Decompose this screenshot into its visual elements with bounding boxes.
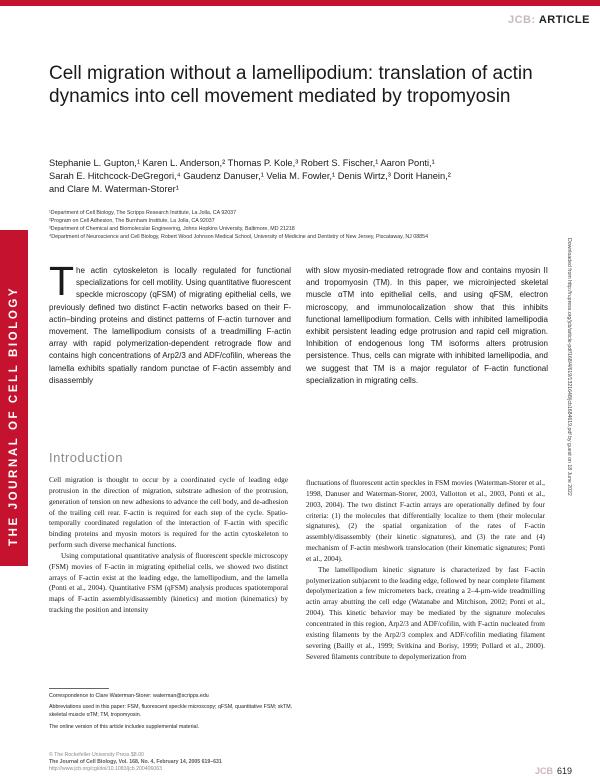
journal-abbrev: JCB:	[508, 14, 536, 26]
footnote-divider	[49, 688, 109, 689]
author-line: Sarah E. Hitchcock-DeGregori,⁴ Gaudenz Danuser,¹ Velia M. Fowler,¹ Denis Wirtz,³ Dorit Hanein,²	[49, 171, 451, 181]
affiliations	[49, 209, 549, 241]
abstract-right-column: with slow myosin-mediated retrograde flow and contains myosin II and tropomyosin (TM). In this paper, we microinjected skeletal muscle αTM into epithelial cells, and using qFSM, electron microscopy, and immunolocalization show that this inhibits functional lamellipodium formation. Cells with inhibited lamellipodia exhibit persistent leading edge protrusion and rapid cell migration. Inhibition of endogenous long TM isoforms alters protrusion persistence. Thus, cells can migrate with inhibited lamellipodia, and we suggest that TM is a major regulator of F-actin functional specialization in migrating cells.	[306, 266, 548, 385]
press-line: © The Rockefeller University Press $8.00	[49, 752, 144, 758]
section-heading: Introduction	[49, 450, 123, 465]
doi-link[interactable]: http://www.jcb.org/cgi/doi/10.1083/jcb.200406063	[49, 766, 163, 772]
paragraph: The lamellipodium kinetic signature is characterized by fast F-actin polymerization subjacent to the leading edge, followed by near complete filament depolymerization a few micrometers back, creating a 2–4-μm-wide treadmilling actin array abutting the cell edge (Watanabe and Mitchison, 2002; Ponti et al., 2004). This kinetic behavior may be mediated by the signature molecules concentrated in this region, Arp2/3 and ADF/cofilin, with F-actin nucleated from existing filaments by the Arp2/3 complex and ADF/cofilin mediating filament severing (Bailly et al., 1999; Svitkina and Borisy, 1999; Pollard et al., 2000). Severed filaments contribute to depolymerization from	[306, 564, 545, 661]
download-note: Downloaded from http://rupress.org/jcb/article-pdf/168/4/619/1321648/jcb1684619.pdf by guest on 18 June 2022	[566, 238, 572, 496]
citation-line: The Journal of Cell Biology, Vol. 168, No. 4, February 14, 2005 619–631	[49, 759, 222, 765]
page-number	[535, 766, 572, 776]
correspondence-note: Correspondence to Clare Waterman-Storer: waterman@scripps.edu	[49, 693, 209, 699]
article-type: ARTICLE	[538, 14, 590, 26]
page-journal-abbrev: JCB	[534, 766, 553, 776]
supplemental-note: The online version of this article includes supplemental material.	[49, 723, 200, 730]
abstract-left-column	[49, 258, 291, 387]
paragraph: fluctuations of fluorescent actin speckles in FSM movies (Waterman-Storer et al., 1998, Danuser and Waterman-Storer, 2003, Vallotton et al., 2003, Ponti et al., 2003, 2004). The two distinct F-actin arrays are operationally defined by four criteria: (1) the molecules that differentially localize to them (their molecular signatures), (2) the spatial organization of the rates of F-actin assembly/disassembly (their kinetic signatures), and (3) the rate and (4) mechanism of F-actin meshwork translocation (their kinematic signatures; Ponti et al., 2004).	[306, 478, 545, 563]
article-title: Cell migration without a lamellipodium: translation of actin dynamics into cell movement mediated by tropomyosin	[49, 63, 533, 107]
affiliation: ³Department of Chemical and Biomolecular Engineering, Johns Hopkins University, Baltimore, MD 21218	[49, 226, 295, 232]
abstract-text: he actin cytoskeleton is locally regulated for functional specializations for cell motility. Using quantitative fluorescent speckle microscopy (qFSM) of migrating epithelial cells, we previously defined two distinct F-actin networks based on their F-actin–binding proteins and distinct patterns of F-actin turnover and movement. The lamellipodium consists of a treadmilling F-actin array with rapid polymerization-dependent retrograde flow and contains high concentrations of Arp2/3 and ADF/cofilin, whereas the lamella exhibits spatially random punctae of F-actin assembly and disassembly	[49, 266, 291, 385]
author-line: Stephanie L. Gupton,¹ Karen L. Anderson,² Thomas P. Kole,³ Robert S. Fischer,¹ Aaron Ponti,¹	[49, 158, 435, 168]
abbreviations-note: Abbreviations used in this paper: FSM, fluorescent speckle microscopy; qFSM, quantitative FSM; skTM, skeletal muscle αTM; TM, tropomyosin.	[49, 704, 293, 719]
body-left-column	[49, 475, 288, 616]
top-accent-bar	[0, 0, 600, 6]
page-footer	[49, 752, 222, 773]
author-list	[49, 157, 519, 196]
journal-side-banner-text: THE JOURNAL OF CELL BIOLOGY	[8, 285, 20, 546]
affiliation: ²Program on Cell Adhesion, The Burnham Institute, La Jolla, CA 92037	[49, 218, 215, 224]
affiliation: ⁴Department of Neuroscience and Cell Biology, Robert Wood Johnson Medical School, University of Medicine and Dentistry of New Jersey, Piscataway, NJ 08854	[49, 234, 429, 240]
author-line: and Clare M. Waterman-Storer¹	[49, 184, 179, 194]
body-right-column	[306, 478, 545, 662]
affiliation: ¹Department of Cell Biology, The Scripps Research Institute, La Jolla, CA 92037	[49, 210, 237, 216]
abstract-drop-cap: T	[49, 258, 75, 304]
paragraph: Cell migration is thought to occur by a coordinated cycle of leading edge protrusion in the direction of migration, substrate adhesion of the protrusion, generation of tension on new adhesions to advance the cell body, and de-adhesion of the trailing cell rear. F-actin is required for each step of the cycle. Spatio-temporally coordinated regulation of the interaction of F-actin with specific binding proteins and myosin motors is required for the actin cytoskeleton to perform such diverse mechanical functions.	[49, 475, 288, 550]
page-number-value: 619	[556, 766, 572, 776]
journal-article-tag	[508, 14, 590, 26]
footnotes	[49, 692, 299, 734]
paragraph: Using computational quantitative analysis of fluorescent speckle microscopy (FSM) movies of F-actin in migrating epithelial cells, we showed two distinct arrays of F-actin exist at the leading edge, the lamellipodium, and the lamella (Ponti et al., 2004). Quantitative FSM (qFSM) analysis produces spatiotemporal maps of F-actin assembly/disassembly (kinetics) and motion (kinematics) by tracking the position and intensity	[49, 550, 288, 615]
